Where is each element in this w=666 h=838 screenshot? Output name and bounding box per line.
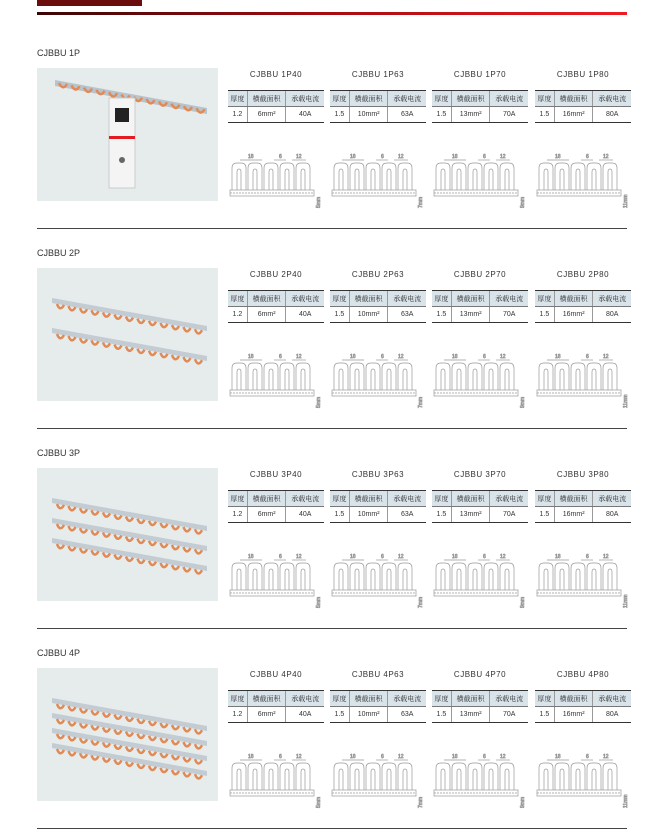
area: 16mm² [554, 307, 593, 323]
spec-header: 厚度 [228, 491, 247, 507]
area: 13mm² [451, 707, 490, 723]
spec-table [228, 290, 324, 323]
height-dim: 9mm [520, 396, 526, 408]
width-dim: 12 [398, 154, 404, 160]
height-dim: 5mm [316, 796, 322, 808]
area: 6mm² [247, 307, 286, 323]
thickness: 1.5 [432, 307, 451, 323]
model-spec [330, 668, 426, 808]
pitch-dim: 18 [350, 354, 356, 360]
area: 10mm² [349, 107, 388, 123]
area: 6mm² [247, 507, 286, 523]
table-row [228, 507, 324, 523]
spec-header: 横截面积 [451, 491, 490, 507]
current: 63A [388, 507, 426, 523]
model-name: CJBBU 4P63 [351, 670, 405, 679]
height-dim: 7mm [418, 596, 424, 608]
table-row [432, 507, 528, 523]
spec-header: 横截面积 [349, 291, 388, 307]
spec-header: 承载电流 [286, 291, 324, 307]
area: 16mm² [554, 107, 593, 123]
pitch-dim: 18 [555, 554, 561, 560]
slot-dim: 6 [586, 554, 589, 560]
height-dim: 7mm [418, 396, 424, 408]
model-spec [432, 468, 528, 608]
thickness: 1.5 [432, 507, 451, 523]
current: 63A [388, 107, 426, 123]
pitch-dim: 18 [248, 354, 254, 360]
slot-dim: 6 [483, 554, 486, 560]
product-section [0, 606, 666, 806]
spec-table [535, 490, 631, 523]
model-name: CJBBU 3P70 [453, 470, 507, 479]
thickness: 1.5 [330, 707, 349, 723]
table-row [535, 507, 631, 523]
thickness: 1.2 [228, 507, 247, 523]
spec-header: 横截面积 [247, 691, 286, 707]
slot-dim: 6 [279, 554, 282, 560]
spec-header: 厚度 [535, 491, 554, 507]
height-dim: 5mm [316, 596, 322, 608]
spec-table [432, 690, 528, 723]
pitch-dim: 18 [350, 154, 356, 160]
spec-header: 承载电流 [286, 691, 324, 707]
height-dim: 7mm [418, 796, 424, 808]
height-dim: 11mm [623, 594, 629, 608]
pitch-dim: 18 [350, 754, 356, 760]
height-dim: 9mm [520, 196, 526, 208]
spec-header: 横截面积 [247, 491, 286, 507]
current: 40A [286, 507, 324, 523]
spec-header: 横截面积 [451, 691, 490, 707]
thickness: 1.2 [228, 107, 247, 123]
spec-header: 厚度 [432, 91, 451, 107]
spec-header: 横截面积 [451, 91, 490, 107]
spec-header: 承载电流 [490, 91, 528, 107]
height-dim: 11mm [623, 394, 629, 408]
model-spec [432, 668, 528, 808]
pitch-dim: 18 [350, 554, 356, 560]
pitch-dim: 18 [248, 754, 254, 760]
product-section [0, 206, 666, 406]
spec-table [330, 90, 426, 123]
width-dim: 12 [296, 154, 302, 160]
height-dim: 7mm [418, 196, 424, 208]
table-row [535, 307, 631, 323]
area: 16mm² [554, 507, 593, 523]
current: 63A [388, 707, 426, 723]
table-row [228, 107, 324, 123]
spec-table [228, 690, 324, 723]
spec-header: 厚度 [330, 291, 349, 307]
model-spec [330, 268, 426, 408]
thickness: 1.5 [432, 107, 451, 123]
spec-header: 承载电流 [593, 491, 631, 507]
current: 70A [490, 307, 528, 323]
model-name: CJBBU 2P63 [351, 270, 405, 279]
spec-table [330, 490, 426, 523]
slot-dim: 6 [483, 754, 486, 760]
spec-header: 承载电流 [388, 91, 426, 107]
spec-table [228, 490, 324, 523]
section-divider [37, 828, 627, 829]
spec-header: 厚度 [228, 691, 247, 707]
height-dim: 11mm [623, 194, 629, 208]
thickness: 1.5 [535, 507, 554, 523]
model-name: CJBBU 4P40 [249, 670, 303, 679]
spec-table [432, 290, 528, 323]
spec-header: 横截面积 [554, 91, 593, 107]
model-name: CJBBU 2P80 [556, 270, 610, 279]
model-spec [228, 468, 324, 608]
height-dim: 5mm [316, 396, 322, 408]
area: 6mm² [247, 107, 286, 123]
slot-dim: 6 [279, 154, 282, 160]
spec-table [535, 690, 631, 723]
current: 40A [286, 107, 324, 123]
current: 80A [593, 107, 631, 123]
spec-header: 厚度 [330, 491, 349, 507]
slot-dim: 6 [586, 154, 589, 160]
spec-header: 横截面积 [349, 91, 388, 107]
table-row [330, 507, 426, 523]
spec-header: 厚度 [535, 91, 554, 107]
slot-dim: 6 [381, 154, 384, 160]
thickness: 1.5 [432, 707, 451, 723]
area: 10mm² [349, 307, 388, 323]
spec-header: 厚度 [432, 491, 451, 507]
thickness: 1.2 [228, 307, 247, 323]
slot-dim: 6 [483, 154, 486, 160]
table-row [432, 307, 528, 323]
pitch-dim: 18 [555, 154, 561, 160]
width-dim: 12 [603, 354, 609, 360]
spec-table [330, 290, 426, 323]
spec-header: 厚度 [330, 91, 349, 107]
spec-header: 横截面积 [349, 491, 388, 507]
area: 10mm² [349, 507, 388, 523]
table-row [432, 107, 528, 123]
height-dim: 9mm [520, 796, 526, 808]
dimension-drawing [330, 750, 426, 815]
model-name: CJBBU 2P70 [453, 270, 507, 279]
height-dim: 9mm [520, 596, 526, 608]
thickness: 1.5 [535, 307, 554, 323]
slot-dim: 6 [586, 354, 589, 360]
current: 70A [490, 707, 528, 723]
table-row [330, 107, 426, 123]
spec-header: 承载电流 [286, 91, 324, 107]
spec-table [432, 90, 528, 123]
pitch-dim: 18 [452, 154, 458, 160]
table-row [535, 707, 631, 723]
pitch-dim: 18 [452, 554, 458, 560]
spec-header: 横截面积 [349, 691, 388, 707]
spec-header: 承载电流 [286, 491, 324, 507]
area: 6mm² [247, 707, 286, 723]
thickness: 1.5 [535, 107, 554, 123]
thickness: 1.5 [535, 707, 554, 723]
table-row [330, 707, 426, 723]
thickness: 1.5 [330, 507, 349, 523]
spec-header: 横截面积 [554, 291, 593, 307]
model-name: CJBBU 4P70 [453, 670, 507, 679]
table-row [228, 307, 324, 323]
product-photo [37, 668, 218, 801]
width-dim: 12 [398, 554, 404, 560]
spec-header: 横截面积 [247, 291, 286, 307]
spec-header: 承载电流 [388, 691, 426, 707]
model-spec [535, 68, 631, 208]
spec-header: 承载电流 [490, 491, 528, 507]
width-dim: 12 [603, 754, 609, 760]
table-row [432, 707, 528, 723]
slot-dim: 6 [586, 754, 589, 760]
model-spec [228, 668, 324, 808]
spec-header: 承载电流 [388, 491, 426, 507]
spec-header: 承载电流 [593, 291, 631, 307]
width-dim: 12 [500, 754, 506, 760]
model-name: CJBBU 1P80 [556, 70, 610, 79]
model-spec [228, 268, 324, 408]
spec-header: 承载电流 [490, 691, 528, 707]
model-name: CJBBU 3P40 [249, 470, 303, 479]
product-section [0, 6, 666, 206]
model-spec [228, 68, 324, 208]
product-photo [37, 268, 218, 401]
spec-header: 承载电流 [593, 91, 631, 107]
current: 80A [593, 307, 631, 323]
height-dim: 11mm [623, 794, 629, 808]
slot-dim: 6 [279, 754, 282, 760]
spec-header: 横截面积 [247, 91, 286, 107]
current: 70A [490, 107, 528, 123]
spec-table [535, 90, 631, 123]
model-spec [432, 68, 528, 208]
width-dim: 12 [296, 754, 302, 760]
section-title: CJBBU 2P [37, 248, 81, 258]
model-name: CJBBU 1P63 [351, 70, 405, 79]
product-section [0, 406, 666, 606]
spec-table [228, 90, 324, 123]
spec-table [535, 290, 631, 323]
model-name: CJBBU 3P80 [556, 470, 610, 479]
pitch-dim: 18 [248, 154, 254, 160]
section-title: CJBBU 3P [37, 448, 81, 458]
slot-dim: 6 [279, 354, 282, 360]
pitch-dim: 18 [452, 754, 458, 760]
section-title: CJBBU 1P [37, 48, 81, 58]
spec-header: 厚度 [535, 691, 554, 707]
area: 13mm² [451, 307, 490, 323]
pitch-dim: 18 [452, 354, 458, 360]
spec-header: 承载电流 [593, 691, 631, 707]
model-spec [535, 468, 631, 608]
area: 16mm² [554, 707, 593, 723]
current: 40A [286, 307, 324, 323]
spec-header: 厚度 [432, 291, 451, 307]
spec-table [432, 490, 528, 523]
pitch-dim: 18 [555, 754, 561, 760]
area: 13mm² [451, 507, 490, 523]
dimension-drawing [535, 750, 631, 815]
model-name: CJBBU 1P40 [249, 70, 303, 79]
width-dim: 12 [398, 354, 404, 360]
table-row [330, 307, 426, 323]
current: 70A [490, 507, 528, 523]
pitch-dim: 18 [555, 354, 561, 360]
height-dim: 5mm [316, 196, 322, 208]
spec-header: 厚度 [535, 291, 554, 307]
width-dim: 12 [296, 354, 302, 360]
area: 13mm² [451, 107, 490, 123]
slot-dim: 6 [381, 554, 384, 560]
product-photo [37, 468, 218, 601]
spec-table [330, 690, 426, 723]
spec-header: 横截面积 [554, 491, 593, 507]
current: 80A [593, 507, 631, 523]
dimension-drawing [228, 750, 324, 815]
width-dim: 12 [398, 754, 404, 760]
model-name: CJBBU 4P80 [556, 670, 610, 679]
thickness: 1.2 [228, 707, 247, 723]
current: 63A [388, 307, 426, 323]
slot-dim: 6 [381, 754, 384, 760]
width-dim: 12 [500, 354, 506, 360]
product-photo [37, 68, 218, 201]
width-dim: 12 [603, 154, 609, 160]
pitch-dim: 18 [248, 554, 254, 560]
table-row [228, 707, 324, 723]
model-spec [535, 268, 631, 408]
area: 10mm² [349, 707, 388, 723]
table-row [535, 107, 631, 123]
model-name: CJBBU 1P70 [453, 70, 507, 79]
model-spec [330, 68, 426, 208]
section-title: CJBBU 4P [37, 648, 81, 658]
model-spec [535, 668, 631, 808]
dimension-drawing [432, 750, 528, 815]
thickness: 1.5 [330, 307, 349, 323]
current: 80A [593, 707, 631, 723]
width-dim: 12 [500, 154, 506, 160]
model-spec [432, 268, 528, 408]
spec-header: 承载电流 [490, 291, 528, 307]
width-dim: 12 [500, 554, 506, 560]
spec-header: 厚度 [228, 91, 247, 107]
thickness: 1.5 [330, 107, 349, 123]
spec-header: 厚度 [330, 691, 349, 707]
model-name: CJBBU 3P63 [351, 470, 405, 479]
spec-header: 承载电流 [388, 291, 426, 307]
spec-header: 厚度 [432, 691, 451, 707]
current: 40A [286, 707, 324, 723]
spec-header: 横截面积 [554, 691, 593, 707]
slot-dim: 6 [381, 354, 384, 360]
spec-header: 厚度 [228, 291, 247, 307]
spec-header: 横截面积 [451, 291, 490, 307]
slot-dim: 6 [483, 354, 486, 360]
width-dim: 12 [296, 554, 302, 560]
model-spec [330, 468, 426, 608]
model-name: CJBBU 2P40 [249, 270, 303, 279]
width-dim: 12 [603, 554, 609, 560]
